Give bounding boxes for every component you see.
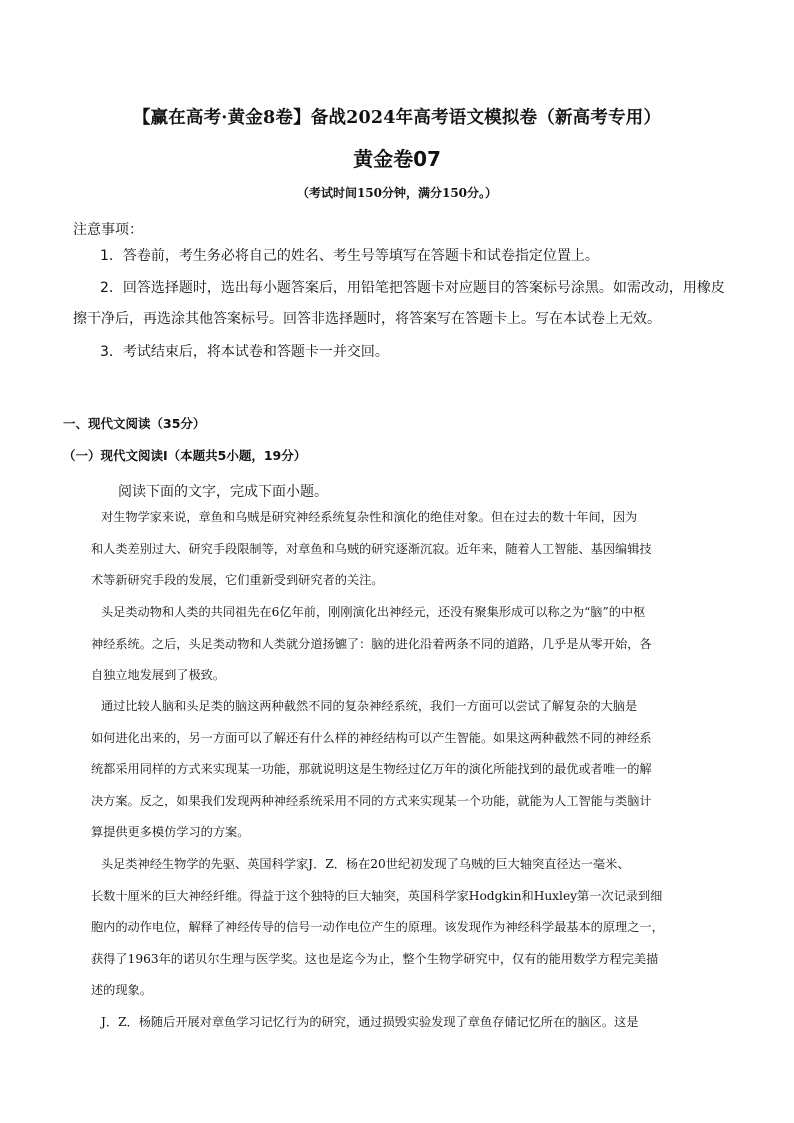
notice-item-1 xyxy=(73,241,733,272)
notice-line: 2．回答选择题时，选出每小题答案后，用铅笔把答题卡对应题目的答案标号涂黑。如需改动，用橡皮 xyxy=(100,280,725,296)
passage-line: 述的现象。 xyxy=(91,983,152,997)
notice-item-3 xyxy=(73,337,733,368)
section-subtitle: （一）现代文阅读Ⅰ（本题共5小题，19分） xyxy=(63,448,307,463)
passage-line: 和人类差别过大、研究手段限制等，对章鱼和乌贼的研究逐渐沉寂。近年来，随着人工智能、基因编辑技 xyxy=(91,541,652,556)
passage-line: 获得了1963年的诺贝尔生理与医学奖。这也是迄今为止，整个生物学研究中，仅有的能用数学方程完美描 xyxy=(91,951,659,966)
passage-line: 通过比较人脑和头足类的脑这两种截然不同的复杂神经系统，我们一方面可以尝试了解复杂的大脑是 xyxy=(101,699,638,713)
passage-line: 胞内的动作电位，解释了神经传导的信号一动作电位产生的原理。该发现作为神经科学最基本的原理之一， xyxy=(91,920,664,934)
passage-line: 决方案。反之，如果我们发现两种神经系统采用不同的方式来实现某一个功能，就能为人工智能与类脑计 xyxy=(91,793,652,808)
passage-line: 神经系统。之后，头足类动物和人类就分道扬镳了：脑的进化沿着两条不同的道路，几乎是从零开始，各 xyxy=(91,636,652,651)
section-title: 一、现代文阅读（35分） xyxy=(63,416,206,431)
notice-line: 3．考试结束后，将本试卷和答题卡一并交回。 xyxy=(100,344,389,360)
passage-paragraph-1 xyxy=(91,502,731,597)
passage-line: 长数十厘米的巨大神经纤维。得益于这个独特的巨大轴突，英国科学家Hodgkin和Huxley第一次记录到细 xyxy=(91,888,663,903)
notice-item-2 xyxy=(73,273,733,335)
notice-line: 擦干净后，再选涂其他答案标号。回答非选择题时，将答案写在答题卡上。写在本试卷上无效。 xyxy=(73,311,661,327)
passage-line: 统都采用同样的方式来实现某一功能，那就说明这是生物经过亿万年的演化所能找到的最优或者唯一的解 xyxy=(91,762,652,776)
passage-line: 如何进化出来的，另一方面可以了解还有什么样的神经结构可以产生智能。如果这两种截然不同的神经系 xyxy=(91,730,652,745)
passage-line: 头足类动物和人类的共同祖先在6亿年前，刚刚演化出神经元，还没有聚集形成可以称之为“脑”的中枢 xyxy=(101,605,646,619)
notice-heading: 注意事项： xyxy=(73,222,143,238)
passage-line: 头足类神经生物学的先驱、英国科学家J．Z．杨在20世纪初发现了乌贼的巨大轴突直径达一毫米、 xyxy=(101,857,630,871)
notice-line: 1．答卷前，考生务必将自己的姓名、考生号等填写在答题卡和试卷指定位置上。 xyxy=(100,248,599,264)
passage-paragraph-5 xyxy=(91,1007,731,1039)
passage-line: 自独立地发展到了极致。 xyxy=(91,668,226,682)
paper-subtitle: 黄金卷07 xyxy=(353,147,441,171)
exam-time-score: （考试时间150分钟，满分150分。） xyxy=(296,186,498,200)
passage-line: 术等新研究手段的发展，它们重新受到研究者的关注。 xyxy=(91,573,384,587)
passage-paragraph-2 xyxy=(91,597,731,692)
exam-title: 【赢在高考·黄金8卷】备战2024年高考语文模拟卷（新高考专用） xyxy=(132,108,662,128)
passage-line: J．Z．杨随后开展对章鱼学习记忆行为的研究，通过损毁实验发现了章鱼存储记忆所在的脑区。这是 xyxy=(101,1015,639,1029)
passage-paragraph-4 xyxy=(91,849,731,1007)
reading-instruction: 阅读下面的文字，完成下面小题。 xyxy=(118,484,328,500)
passage-line: 对生物学家来说，章鱼和乌贼是研究神经系统复杂性和演化的绝佳对象。但在过去的数十年间，因为 xyxy=(101,510,638,524)
passage-paragraph-3 xyxy=(91,691,731,849)
passage-line: 算提供更多模仿学习的方案。 xyxy=(91,825,250,839)
